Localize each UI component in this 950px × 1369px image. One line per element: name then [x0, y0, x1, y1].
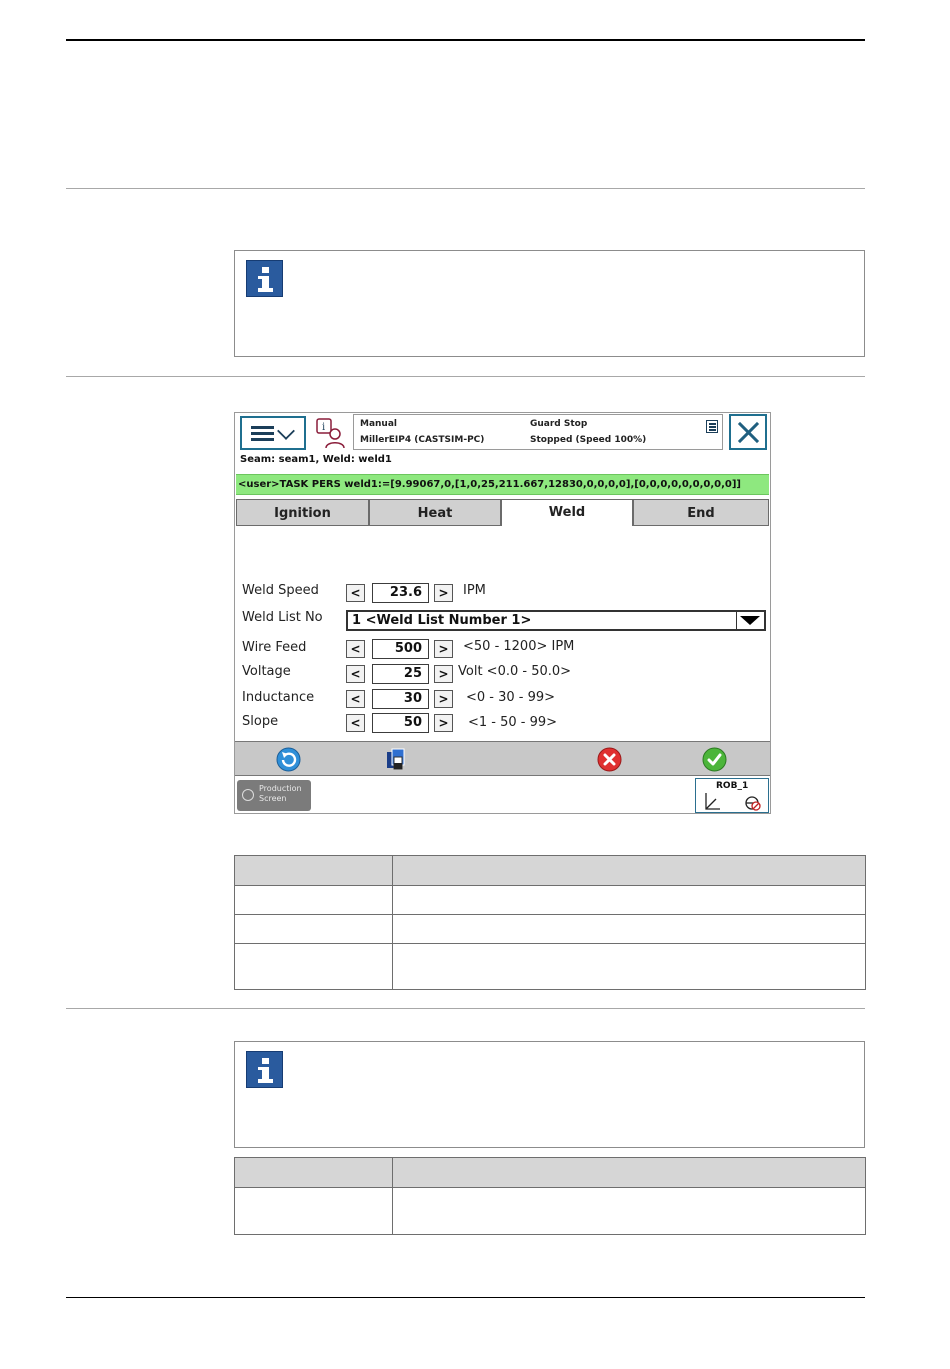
wire-feed-label: Wire Feed — [242, 640, 307, 655]
run-status: Stopped (Speed 100%) — [530, 435, 647, 445]
inductance-range: <0 - 30 - 99> — [466, 690, 556, 705]
main-menu-button[interactable] — [240, 416, 306, 450]
flexpendant-screenshot — [234, 412, 771, 814]
info-icon — [246, 1051, 283, 1088]
seam-weld-label: Seam: seam1, Weld: weld1 — [240, 454, 392, 465]
action-bar — [235, 741, 770, 776]
parameter-table — [234, 1157, 866, 1235]
svg-text:i: i — [322, 422, 326, 433]
inductance-label: Inductance — [242, 690, 315, 705]
voltage-label: Voltage — [242, 664, 291, 679]
slope-decrease-button[interactable]: < — [346, 714, 365, 732]
weld-list-value: 1 <Weld List Number 1> — [352, 613, 532, 628]
slope-label: Slope — [242, 714, 279, 729]
user-info-icon[interactable] — [315, 417, 347, 449]
production-screen-button[interactable] — [237, 780, 311, 811]
table-row — [235, 944, 866, 990]
section-rule — [66, 1008, 865, 1009]
tab-end[interactable]: End — [633, 499, 769, 526]
controller-name: MillerEIP4 (CASTSIM-PC) — [360, 435, 485, 445]
slope-range: <1 - 50 - 99> — [468, 715, 558, 730]
table-header-row — [235, 856, 866, 886]
chevron-down-icon — [277, 422, 295, 440]
wire-feed-input[interactable]: 500 — [372, 639, 429, 659]
table-row — [235, 915, 866, 944]
ok-icon[interactable] — [702, 747, 727, 772]
tab-bar — [236, 499, 769, 526]
guard-status: Guard Stop — [530, 419, 588, 429]
robot-name: ROB_1 — [716, 781, 749, 791]
refresh-icon[interactable] — [276, 747, 301, 772]
voltage-input[interactable]: 25 — [372, 664, 429, 684]
weld-list-select[interactable] — [346, 610, 766, 631]
wire-feed-decrease-button[interactable]: < — [346, 640, 365, 658]
menu-icon — [251, 426, 274, 441]
info-icon — [246, 260, 283, 297]
weld-list-label: Weld List No — [242, 610, 323, 625]
save-icon[interactable] — [383, 747, 408, 772]
voltage-increase-button[interactable]: > — [434, 665, 453, 683]
table-header-row — [235, 1158, 866, 1188]
dropdown-arrow-icon[interactable] — [736, 612, 764, 629]
tab-heat[interactable]: Heat — [369, 499, 501, 526]
status-icon — [706, 420, 718, 433]
wire-feed-increase-button[interactable]: > — [434, 640, 453, 658]
slope-increase-button[interactable]: > — [434, 714, 453, 732]
weld-speed-decrease-button[interactable]: < — [346, 584, 365, 602]
inductance-increase-button[interactable]: > — [434, 690, 453, 708]
note-box — [234, 1041, 865, 1148]
section-rule — [66, 376, 865, 377]
weld-speed-increase-button[interactable]: > — [434, 584, 453, 602]
inductance-decrease-button[interactable]: < — [346, 690, 365, 708]
bottom-rule — [66, 1297, 865, 1298]
voltage-decrease-button[interactable]: < — [346, 665, 365, 683]
status-bar[interactable] — [353, 414, 723, 450]
top-rule — [66, 39, 865, 41]
tab-ignition[interactable]: Ignition — [236, 499, 369, 526]
robot-selector-button[interactable] — [695, 778, 769, 813]
tab-weld[interactable]: Weld — [501, 499, 633, 526]
close-button[interactable] — [729, 414, 767, 450]
robot-axes-icon — [702, 791, 764, 811]
weld-speed-unit: IPM — [463, 583, 486, 598]
section-rule — [66, 188, 865, 189]
operating-mode: Manual — [360, 419, 398, 429]
production-screen-label-1: Production — [259, 784, 302, 793]
weld-speed-label: Weld Speed — [242, 583, 319, 598]
production-screen-label-2: Screen — [259, 794, 287, 803]
top-bar — [235, 413, 770, 453]
table-row — [235, 1188, 866, 1235]
voltage-range: Volt <0.0 - 50.0> — [458, 664, 572, 679]
production-screen-icon — [242, 789, 254, 801]
pers-declaration-bar: <user>TASK PERS weld1:=[9.99067,0,[1,0,25,211.667,12830,0,0,0,0],[0,0,0,0,0,0,0,0,0]] — [236, 474, 769, 495]
table-row — [235, 886, 866, 915]
parameter-table — [234, 855, 866, 990]
weld-speed-input[interactable]: 23.6 — [372, 583, 429, 603]
wire-feed-range: <50 - 1200> IPM — [463, 639, 575, 654]
slope-input[interactable]: 50 — [372, 713, 429, 733]
note-box — [234, 250, 865, 357]
cancel-icon[interactable] — [597, 747, 622, 772]
inductance-input[interactable]: 30 — [372, 689, 429, 709]
